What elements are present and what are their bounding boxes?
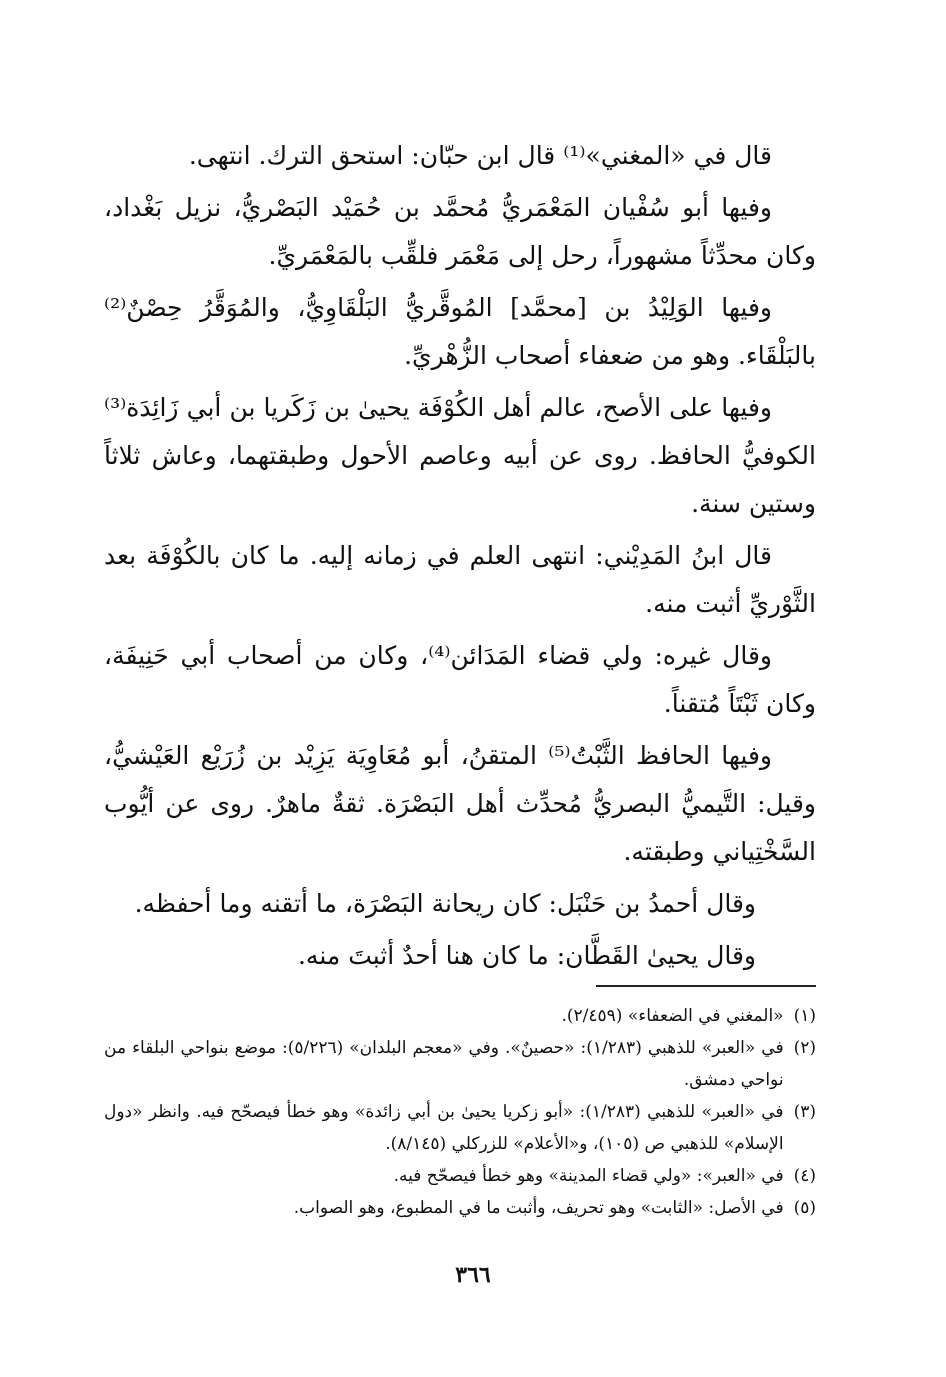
footnote-number: (٥) — [793, 1198, 816, 1218]
footnote-number: (٤) — [793, 1166, 816, 1186]
paragraph: وفيها على الأصح، عالم أهل الكُوْفَة يحيىٰ بن زَكَريا بن أبي زَائِدَة⁽³⁾ الكوفيُّ الحافظ. روى عن أبيه وعاصم الأحول وطبقتهما، وعاش ثلاثاً وستين سنة. — [104, 393, 816, 518]
footnotes — [104, 1000, 816, 1224]
paragraph: وقال غيره: ولي قضاء المَدَائن⁽⁴⁾، وكان من أصحاب أبي حَنِيفَة، وكان ثَبْتَاً مُتقناً. — [104, 641, 816, 718]
footnote-number: (٣) — [793, 1102, 816, 1122]
footnote-text: في «العبر» للذهبي (١/٢٨٣): «أبو زكريا يحيىٰ بن أبي زائدة» وهو خطأ فيصحّح فيه. وانظر «دول الإسلام» للذهبي ص (١٠٥)، و«الأعلام» للزركلي (٨/١٤٥). — [104, 1102, 784, 1154]
paragraph: قال ابنُ المَدِيْني: انتهى العلم في زمانه إليه. ما كان بالكُوْفَة بعد الثَّوْريِّ أثبت منه. — [104, 541, 816, 618]
footnote-text: في «العبر» للذهبي (١/٢٨٣): «حصينٌ». وفي «معجم البلدان» (٥/٢٢٦): موضع بنواحي البلقاء من نواحي دمشق. — [104, 1038, 784, 1090]
footnote-text: في «العبر»: «ولي قضاء المدينة» وهو خطأ فيصحّح فيه. — [393, 1166, 784, 1186]
page-number: ٣٦٦ — [455, 1262, 491, 1288]
footnote — [104, 1032, 816, 1096]
footnote — [104, 1192, 816, 1224]
footnote-text: في الأصل: «الثابت» وهو تحريف، وأثبت ما في المطبوع، وهو الصواب. — [293, 1198, 784, 1218]
footnote — [104, 1000, 816, 1032]
footnote-divider — [596, 985, 816, 987]
paragraph: وقال يحيىٰ القَطَّان: ما كان هنا أحدٌ أثبتَ منه. — [297, 941, 756, 970]
paragraph: وفيها الحافظ الثَّبْتُ⁽⁵⁾ المتقنُ، أبو مُعَاوِيَة يَزِيْد بن زُرَيْع العَيْشيُّ، وقيل: التَّيميُّ البصريُّ مُحدِّث أهل البَصْرَة. ثقةٌ ماهرٌ. روى عن أيُّوب السَّخْتِياني وطبقته. — [104, 741, 816, 866]
paragraph: وفيها الوَلِيْدُ بن [محمَّد] المُوقَّريُّ البَلْقَاوِيُّ، والمُوَقَّرُ حِصْنٌ⁽²⁾ بالبَلْقَاء. وهو من ضعفاء أصحاب الزُّهْريِّ. — [104, 293, 816, 370]
footnote-number: (١) — [793, 1006, 816, 1026]
paragraph: قال في «المغني»⁽¹⁾ قال ابن حبّان: استحق الترك. انتهى. — [188, 141, 772, 170]
paragraph: وقال أحمدُ بن حَنْبَل: كان ريحانة البَصْرَة، ما أتقنه وما أحفظه. — [134, 889, 756, 918]
main-text — [104, 132, 816, 984]
paragraph: وفيها أبو سُفْيان المَعْمَريُّ مُحمَّد بن حُمَيْد البَصْريُّ، نزيل بَغْداد، وكان محدِّثاً مشهوراً، رحل إلى مَعْمَر فلقِّب بالمَعْمَريِّ. — [104, 193, 816, 270]
footnote — [104, 1096, 816, 1160]
footnote-text: «المغني في الضعفاء» (٢/٤٥٩). — [561, 1006, 784, 1026]
footnote-number: (٢) — [793, 1038, 816, 1058]
footnote — [104, 1160, 816, 1192]
